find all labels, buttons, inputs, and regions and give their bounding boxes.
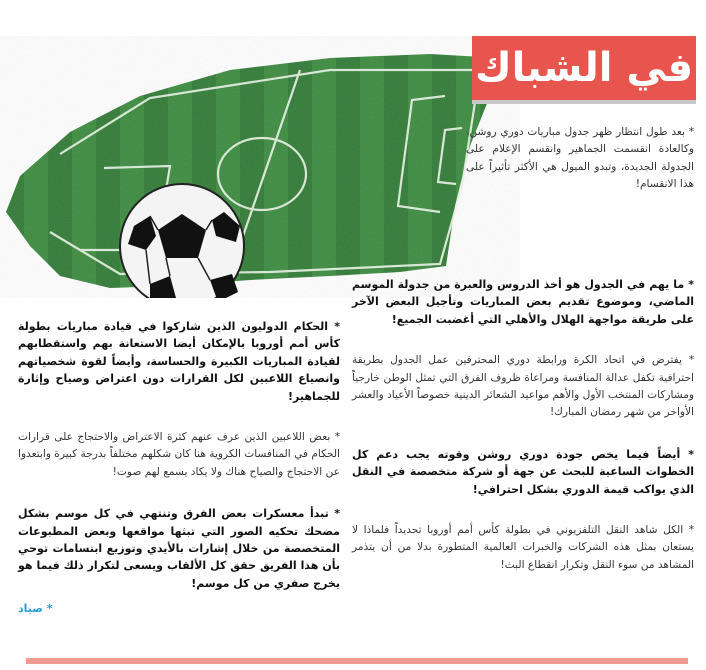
left-paragraph-2: * بعض اللاعبين الذين عرف عنهم كثرة الاعتراض والاحتجاج على قرارات الحكام في المنافسات الكروية هنا كان شكلهم مختلفاً بدرجة كبيرة وابتعدوا عن الاحتجاج والصياح هناك ولا يكاد يسمع لهم صوت! — [18, 431, 340, 478]
author-signature: * صياد — [18, 602, 53, 616]
soccer-ball-icon — [120, 184, 244, 298]
bottom-divider — [26, 658, 688, 664]
left-paragraph-1: * الحكام الدوليون الذين شاركوا في قيادة مباريات بطولة كأس أمم أوروبا بالإمكان أيضا الاستعانة بهم واستقطابهم لقيادة المباريات الكبيرة والحساسة، وأيضاً لقوة شخصياتهم وانصياع اللاعبين لكل القرارات دون اعتراض وصياح وإثارة للجماهير! — [18, 320, 340, 403]
right-paragraph-1: * بعد طول انتظار ظهر جدول مباريات دوري روشن، وكالعادة انقسمت الجماهير وانقسم الإعلام على الجدولة الجديدة، وتبدو الميول هي الأكثر تأثيراً على هذا الانقسام! — [466, 126, 694, 191]
right-paragraph-5: * الكل شاهد النقل التلفزيوني في بطولة كأس أمم أوروبا تحديداً فلماذا لا يستعان بمثل هذه الشركات والخبرات العالمية المتطورة بدلا من أن يتذمر المشاهد من سوء النقل وتكرار انقطاع البث! — [352, 524, 694, 571]
section-title-banner — [472, 36, 696, 100]
left-column — [18, 318, 340, 615]
right-paragraph-4: * أيضاً فيما يخص جودة دوري روشن وقوته يجب دعم كل الخطوات الساعية للبحث عن جهة أو شركة متخصصة في النقل الذي يواكب قيمة الدوري بشكل احترافي! — [352, 447, 694, 496]
right-column — [466, 124, 694, 194]
left-paragraph-3: * تبدأ معسكرات بعض الفرق وتنتهي في كل موسم بشكل مضحك تحكيه الصور التي تبثها مواقعها وبعض المطبوعات المتخصصة من خلال إشارات بالأيدي وتوزيع ابتسامات توحي بأن هذا الفريق حقق كل الألقاب ويسعى لتكرار ذلك فيما هو يخرج صفري من كل موسم! — [18, 507, 340, 590]
right-column-wide — [352, 276, 694, 574]
right-paragraph-2: * ما يهم في الجدول هو أخذ الدروس والعبرة من جدولة الموسم الماضي، وموضوع تقديم بعض المباريات وتأجيل البعض الآخر على طريقة مواجهة الهلال والأهلي التي أغضبت الجميع! — [352, 278, 694, 326]
right-paragraph-3: * يفترض في اتحاد الكرة ورابطة دوري المحترفين عمل الجدول بطريقة احترافية تكفل عدالة المنافسة ومراعاة ظروف الفرق التي تمثل الوطن خارجياً ومشاركات المنتخب الأول والأهم مواعيد الشعائر الدينية خصوصاً الأعياد والعشر الأواخر من شهر رمضان المبارك! — [352, 354, 694, 419]
football-pitch-illustration — [0, 36, 520, 298]
section-title: في الشباك — [474, 45, 694, 91]
